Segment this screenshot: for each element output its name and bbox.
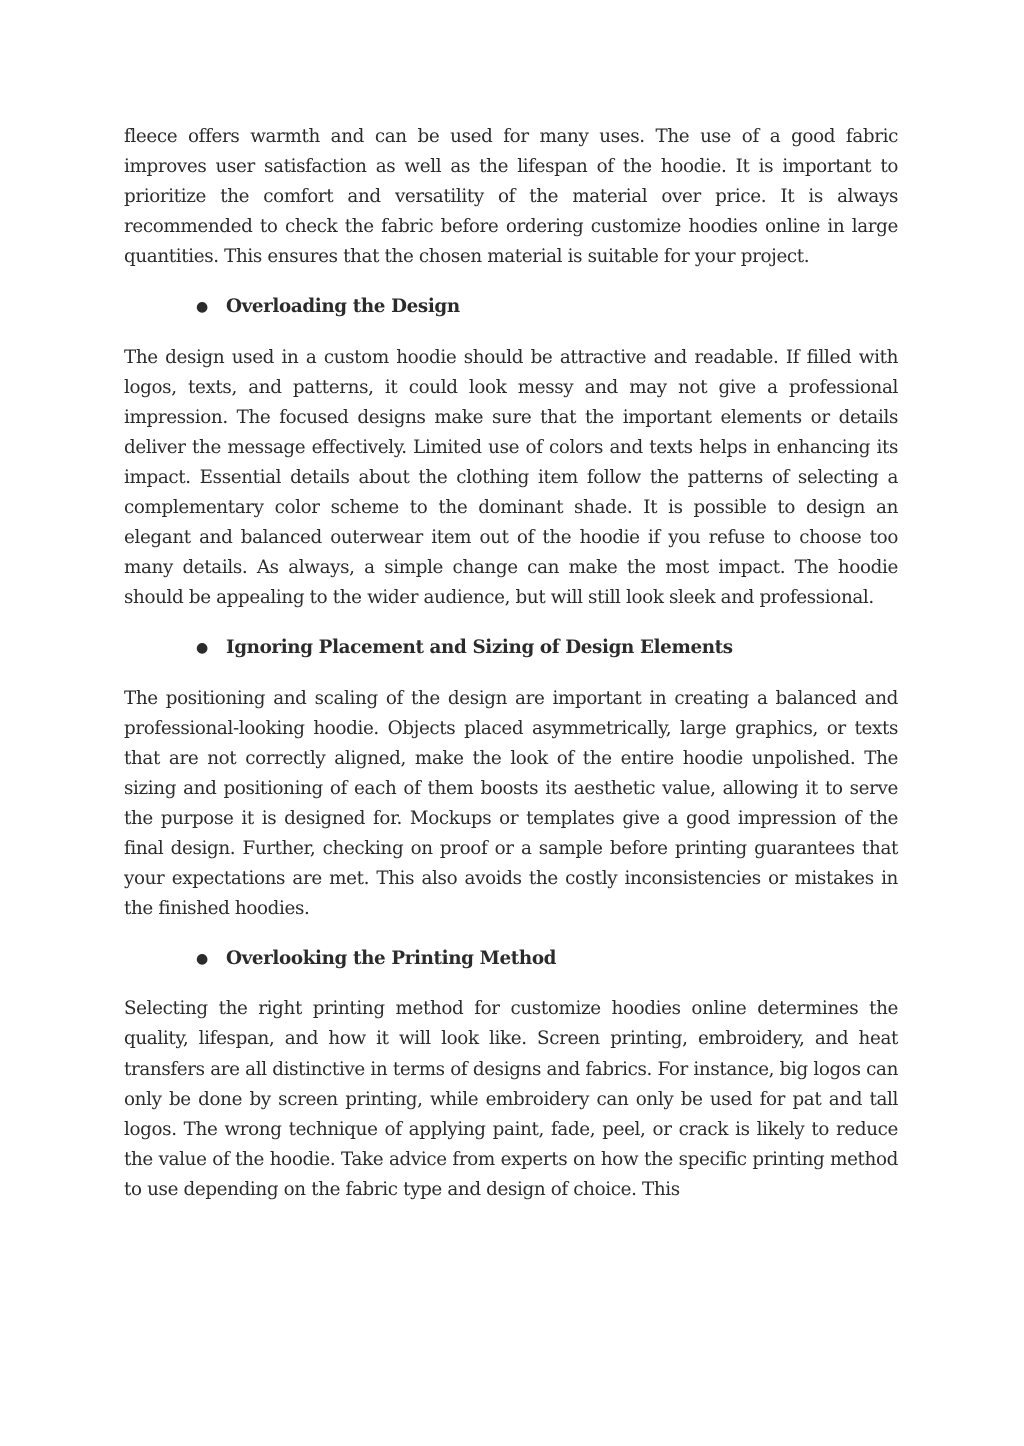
- heading-placement-sizing: [124, 633, 898, 663]
- heading-text: Overlooking the Printing Method: [226, 948, 557, 970]
- heading-text: Ignoring Placement and Sizing of Design Elements: [226, 637, 733, 659]
- bullet-icon: ●: [196, 640, 208, 657]
- heading-printing-method: [124, 944, 898, 974]
- document-page: [124, 122, 898, 1205]
- heading-overloading-design: [124, 292, 898, 322]
- bullet-icon: ●: [196, 299, 208, 316]
- placement-paragraph: The positioning and scaling of the design are important in creating a balanced and professional-looking hoodie. Objects placed asymmetrically, large graphics, or texts that are not correctly aligned, make the look of the entire hoodie unpolished. The sizing and positioning of each of them boosts its aesthetic value, allowing it to serve the purpose it is designed for. Mockups or templates give a good impression of the final design. Further, checking on proof or a sample before printing guarantees that your expectations are met. This also avoids the costly inconsistencies or mistakes in the finished hoodies.: [124, 687, 898, 920]
- printing-paragraph: Selecting the right printing method for customize hoodies online determines the quality, lifespan, and how it will look like. Screen printing, embroidery, and heat transfers are all distinctive in terms of designs and fabrics. For instance, big logos can only be done by screen printing, while embroidery can only be used for pat and tall logos. The wrong technique of applying paint, fade, peel, or crack is likely to reduce the value of the hoodie. Take advice from experts on how the specific printing method to use depending on the fabric type and design of choice. This: [124, 998, 898, 1200]
- heading-text: Overloading the Design: [226, 296, 460, 318]
- bullet-icon: ●: [196, 951, 208, 968]
- design-paragraph: The design used in a custom hoodie should be attractive and readable. If filled with logos, texts, and patterns, it could look messy and may not give a professional impression. The focused designs make sure that the important elements or details deliver the message effectively. Limited use of colors and texts helps in enhancing its impact. Essential details about the clothing item follow the patterns of selecting a complementary color scheme to the dominant shade. It is possible to design an elegant and balanced outerwear item out of the hoodie if you refuse to choose too many details. As always, a simple change can make the most impact. The hoodie should be appealing to the wider audience, but will still look sleek and professional.: [124, 346, 898, 609]
- intro-paragraph: fleece offers warmth and can be used for many uses. The use of a good fabric improves user satisfaction as well as the lifespan of the hoodie. It is important to prioritize the comfort and versatility of the material over price. It is always recommended to check the fabric before ordering customize hoodies online in large quantities. This ensures that the chosen material is suitable for your project.: [124, 126, 898, 268]
